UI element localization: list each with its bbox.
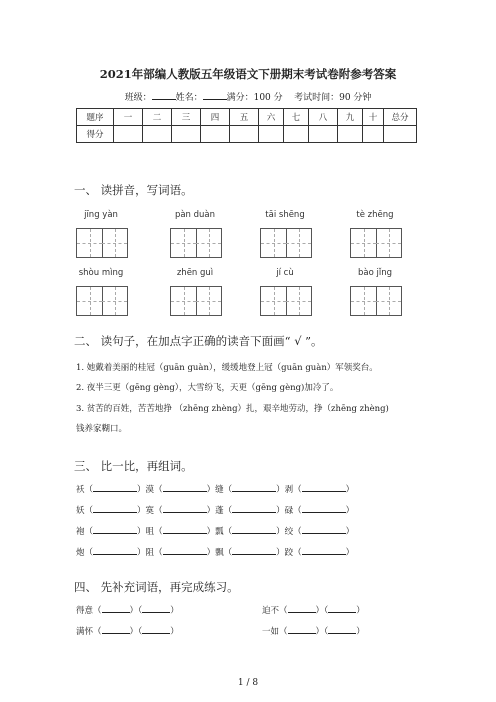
- page-title: 2021年部编人教版五年级语文下册期末考试卷附参考答案: [99, 67, 397, 81]
- idiom-row: 满怀（ ）（ ）: [76, 624, 179, 637]
- writing-grid[interactable]: [76, 286, 128, 316]
- writing-grid[interactable]: [170, 228, 222, 258]
- score-value-row: [77, 126, 417, 143]
- answer-blank[interactable]: [163, 503, 207, 513]
- answer-blank[interactable]: [302, 482, 346, 492]
- idiom-word: 一如: [262, 627, 280, 637]
- section-1-heading: 一、 读拼音，写词语。: [74, 183, 193, 197]
- answer-blank[interactable]: [232, 545, 276, 555]
- answer-blank[interactable]: [102, 624, 130, 634]
- pinyin-label: jí cù: [276, 268, 294, 278]
- compare-char: 瓢: [215, 527, 224, 537]
- score-header-cell: 四: [201, 109, 230, 126]
- pinyin-label: jīng yàn: [84, 210, 118, 220]
- compare-char: 缝: [215, 485, 224, 495]
- answer-blank[interactable]: [288, 603, 316, 613]
- sentence-line: 2. 夜半三更（gēng gèng），大雪纷飞，天更（gēng gèng)加冷了。: [76, 383, 339, 393]
- score-cell[interactable]: [284, 126, 309, 143]
- compare-row: 袄（ ）漠（ ）缝（ ）剥（ ）: [76, 482, 354, 495]
- idiom-row: 迫不（ ）（ ）: [262, 603, 365, 616]
- compare-char: 袍: [76, 527, 85, 537]
- time-label: 考试时间：90 分钟: [294, 93, 372, 103]
- exam-info: [0, 90, 496, 103]
- score-cell[interactable]: [259, 126, 284, 143]
- compare-char: 咀: [145, 527, 155, 537]
- score-cell[interactable]: [230, 126, 259, 143]
- answer-blank[interactable]: [163, 545, 207, 555]
- compare-char: 妖: [76, 506, 85, 516]
- compare-char: 飘: [215, 548, 224, 558]
- compare-char: 跤: [284, 548, 294, 558]
- score-cell[interactable]: [309, 126, 338, 143]
- sentence-line: 1. 她戴着美丽的桂冠（guān guàn），缓缓地登上冠（guān guàn）军领奖台。: [76, 363, 378, 373]
- score-cell[interactable]: [114, 126, 143, 143]
- answer-blank[interactable]: [232, 482, 276, 492]
- score-table: [76, 108, 417, 143]
- pinyin-label: tāi shēng: [265, 210, 305, 220]
- class-label: 班级：: [124, 93, 152, 103]
- idiom-word: 满怀: [76, 627, 94, 637]
- pinyin-label: bào jǐng: [357, 268, 392, 278]
- score-cell[interactable]: [143, 126, 172, 143]
- answer-blank[interactable]: [163, 482, 207, 492]
- writing-grid[interactable]: [260, 286, 312, 316]
- score-header-cell: 七: [284, 109, 309, 126]
- score-header-cell: 三: [172, 109, 201, 126]
- compare-char: 蓬: [215, 506, 224, 516]
- pinyin-label: tè zhēng: [356, 210, 394, 220]
- page-number: 1 / 8: [237, 678, 259, 688]
- score-cell[interactable]: [172, 126, 201, 143]
- compare-char: 碌: [284, 506, 294, 516]
- writing-grid[interactable]: [76, 228, 128, 258]
- answer-blank[interactable]: [302, 524, 346, 534]
- idiom-word: 迫不: [262, 606, 280, 616]
- writing-grid[interactable]: [350, 286, 402, 316]
- answer-blank[interactable]: [288, 624, 316, 634]
- answer-blank[interactable]: [142, 624, 170, 634]
- answer-blank[interactable]: [302, 545, 346, 555]
- pinyin-label: zhēn guì: [176, 268, 214, 278]
- writing-grid[interactable]: [170, 286, 222, 316]
- compare-char: 剥: [284, 485, 294, 495]
- answer-blank[interactable]: [93, 482, 137, 492]
- score-header-cell: 二: [143, 109, 172, 126]
- sentence-line: 3. 贫苦的百姓，苦苦地挣 （zhēng zhèng）扎，艰辛地劳动，挣（zhēng zhèng): [76, 404, 389, 414]
- score-header-cell: 一: [114, 109, 143, 126]
- score-header-cell: 五: [230, 109, 259, 126]
- compare-row: 袍（ ）咀（ ）瓢（ ）绞（ ）: [76, 524, 354, 537]
- compare-char: 袄: [76, 485, 85, 495]
- score-row-label: 得分: [77, 126, 114, 143]
- score-header-cell: 十: [363, 109, 384, 126]
- score-cell[interactable]: [201, 126, 230, 143]
- compare-char: 绞: [284, 527, 294, 537]
- writing-grid[interactable]: [260, 228, 312, 258]
- score-cell[interactable]: [338, 126, 363, 143]
- name-label: 姓名：: [175, 93, 203, 103]
- answer-blank[interactable]: [302, 503, 346, 513]
- compare-row: 炮（ ）阻（ ）飘（ ）跤（ ）: [76, 545, 354, 558]
- compare-char: 寞: [145, 506, 155, 516]
- compare-row: 妖（ ）寞（ ）蓬（ ）碌（ ）: [76, 503, 354, 516]
- sentence-line: 钱养家糊口。: [76, 424, 128, 434]
- writing-grid[interactable]: [350, 228, 402, 258]
- compare-char: 阻: [145, 548, 155, 558]
- compare-char: 漠: [145, 485, 155, 495]
- pinyin-label: pàn duàn: [174, 210, 216, 220]
- score-label: 满分：100 分: [226, 93, 283, 103]
- score-header-cell: 八: [309, 109, 338, 126]
- answer-blank[interactable]: [232, 524, 276, 534]
- score-cell[interactable]: [363, 126, 384, 143]
- idiom-row: 得意（ ）（ ）: [76, 603, 179, 616]
- answer-blank[interactable]: [93, 524, 137, 534]
- score-header-cell: 总分: [384, 109, 417, 126]
- answer-blank[interactable]: [232, 503, 276, 513]
- answer-blank[interactable]: [142, 603, 170, 613]
- score-cell[interactable]: [384, 126, 417, 143]
- idiom-row: 一如（ ）（ ）: [262, 624, 365, 637]
- name-blank: [203, 90, 227, 100]
- score-header-row: [77, 109, 417, 126]
- score-header-cell: 六: [259, 109, 284, 126]
- pinyin-label: shòu mìng: [78, 268, 124, 278]
- answer-blank[interactable]: [328, 603, 356, 613]
- score-header-cell: 九: [338, 109, 363, 126]
- compare-char: 炮: [76, 548, 85, 558]
- score-header-cell: 题序: [77, 109, 114, 126]
- answer-blank[interactable]: [93, 503, 137, 513]
- section-4-heading: 四、 先补充词语，再完成练习。: [74, 580, 239, 594]
- idiom-word: 得意: [76, 606, 94, 616]
- answer-blank[interactable]: [163, 524, 207, 534]
- section-3-heading: 三、 比一比，再组词。: [74, 459, 193, 473]
- answer-blank[interactable]: [328, 624, 356, 634]
- answer-blank[interactable]: [93, 545, 137, 555]
- answer-blank[interactable]: [102, 603, 130, 613]
- section-2-heading: 二、 读句子，在加点字正确的读音下面画“ √ ”。: [74, 334, 323, 348]
- class-blank: [152, 90, 176, 100]
